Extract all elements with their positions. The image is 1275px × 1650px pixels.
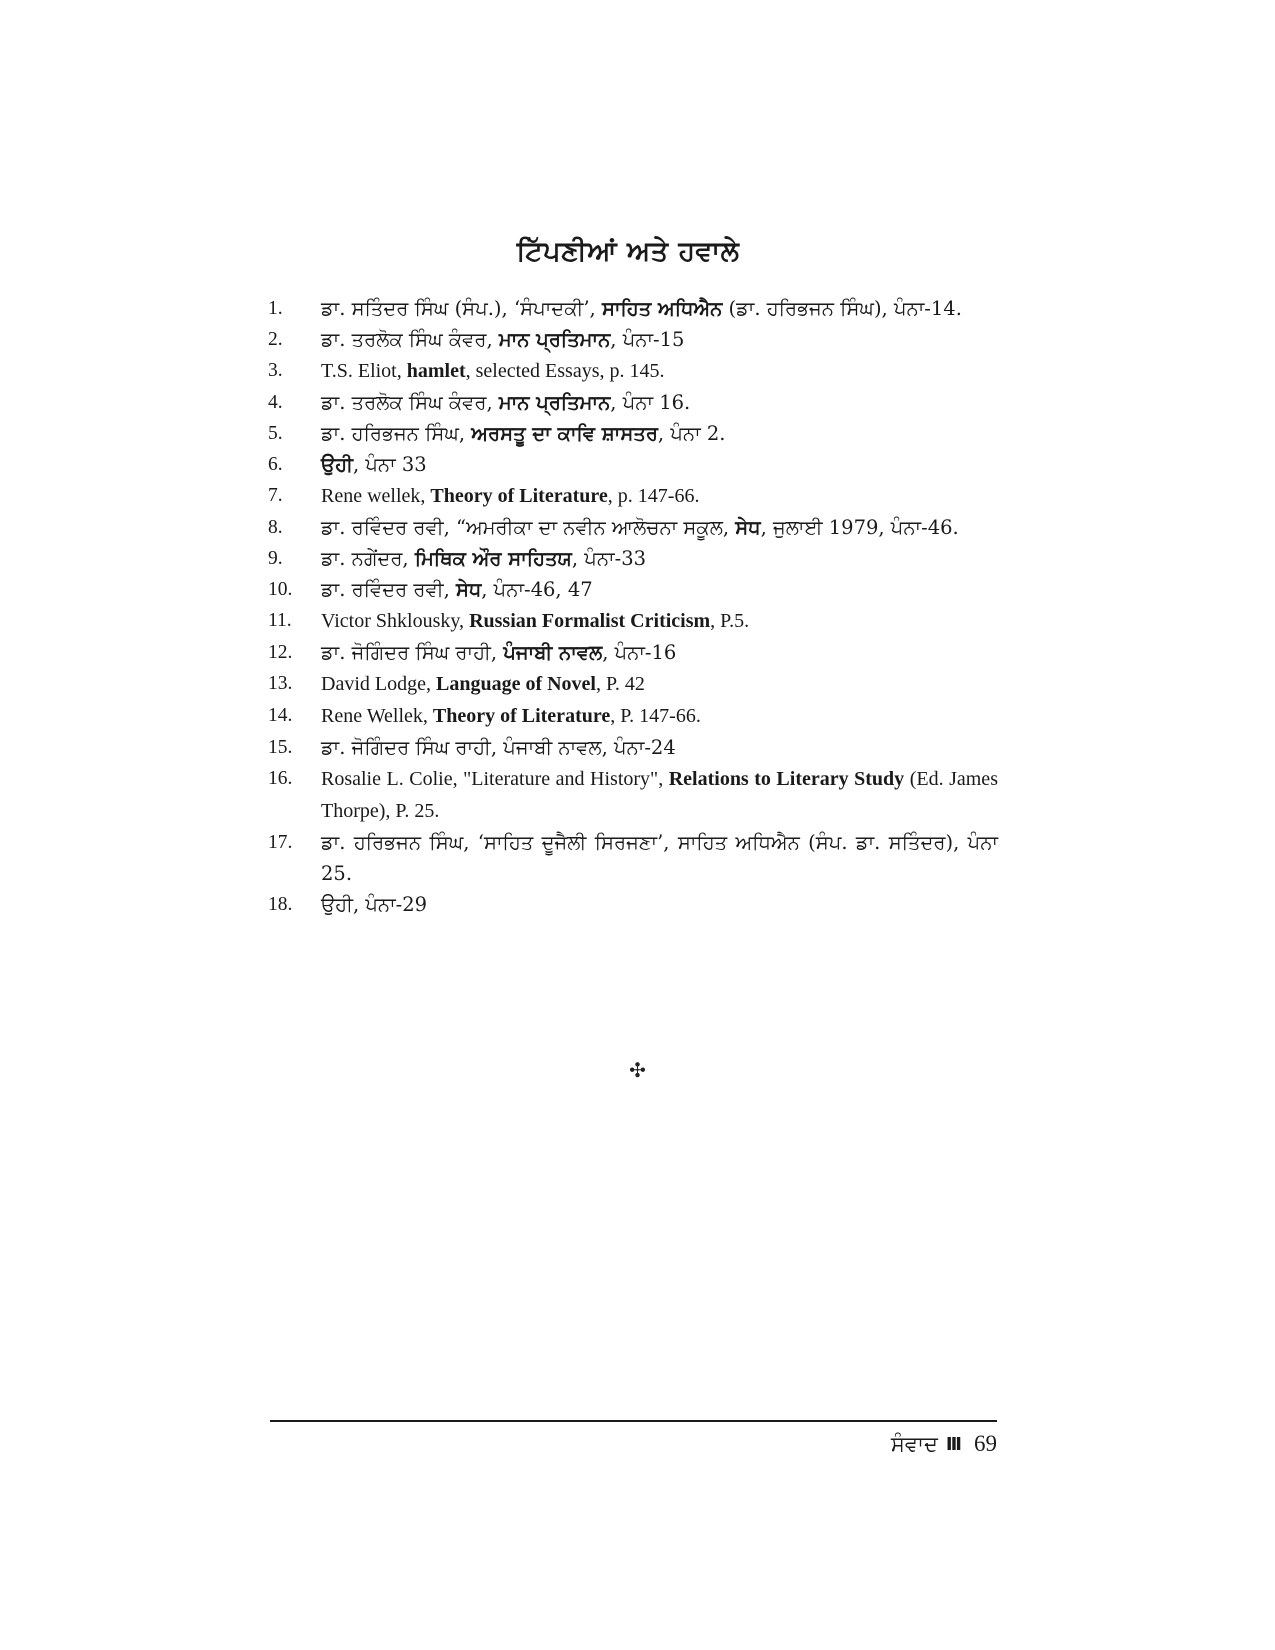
footer-rule <box>270 1420 997 1422</box>
note-segment: Rosalie L. Colie, "Literature and History", <box>321 768 669 790</box>
section-mark: III <box>945 1433 960 1455</box>
note-number: 4. <box>268 392 283 413</box>
note-title: ਪੰਜਾਬੀ ਨਾਵਲ <box>503 641 603 664</box>
note-text <box>321 512 998 543</box>
note-segment: ਡਾ. ਜੋਗਿੰਦਰ ਸਿੰਘ ਰਾਹੀ, <box>321 641 504 664</box>
note-text <box>321 668 998 700</box>
note-item <box>268 543 998 574</box>
note-title: ਅਰਸਤੂ ਦਾ ਕਾਵਿ ਸ਼ਾਸਤਰ <box>471 422 658 445</box>
note-title: Theory of Literature <box>430 485 608 507</box>
note-segment: , selected Essays, p. 145. <box>465 360 665 382</box>
note-segment: Victor Shklousky, <box>321 610 470 632</box>
note-item <box>268 889 998 920</box>
note-text <box>321 574 998 605</box>
note-text <box>321 827 998 889</box>
note-item <box>268 827 998 889</box>
note-title: Language of Novel <box>435 673 596 695</box>
note-text <box>321 293 998 324</box>
note-item <box>268 449 998 480</box>
note-item <box>268 324 998 355</box>
note-segment: ਡਾ. ਜੋਗਿੰਦਰ ਸਿੰਘ ਰਾਹੀ, ਪੰਜਾਬੀ ਨਾਵਲ, ਪੰਨਾ-24 <box>321 736 676 759</box>
note-item <box>268 668 998 700</box>
note-text <box>321 324 998 355</box>
note-segment: ਡਾ. ਰਵਿੰਦਰ ਰਵੀ, “ਅਮਰੀਕਾ ਦਾ ਨਵੀਨ ਆਲੋਚਨਾ ਸਕੂਲ, <box>321 516 736 539</box>
note-title: ਮਿਥਿਕ ਔਰ ਸਾਹਿਤਯ <box>414 547 572 570</box>
note-number: 14. <box>268 705 293 726</box>
note-segment: , p. 147-66. <box>607 485 700 507</box>
note-title: ਮਾਨ ਪ੍ਰਤਿਮਾਨ <box>498 328 611 351</box>
note-segment: David Lodge, <box>321 673 436 695</box>
note-number: 15. <box>268 737 293 758</box>
note-title: ਉਹੀ <box>321 453 353 476</box>
note-text <box>321 763 998 827</box>
note-number: 16. <box>268 768 293 789</box>
note-item <box>268 387 998 418</box>
note-segment: ਡਾ. ਤਰਲੋਕ ਸਿੰਘ ਕੰਵਰ, <box>321 328 499 351</box>
note-item <box>268 732 998 763</box>
note-segment: , ਪੰਨਾ 2. <box>657 422 726 445</box>
note-item <box>268 700 998 732</box>
note-text <box>321 732 998 763</box>
notes-list <box>268 293 998 920</box>
note-segment: (ਡਾ. ਹਰਿਭਜਨ ਸਿੰਘ), ਪੰਨਾ-14. <box>722 297 962 320</box>
note-text <box>321 418 998 449</box>
note-segment: ਡਾ. ਤਰਲੋਕ ਸਿੰਘ ਕੰਵਰ, <box>321 391 499 414</box>
note-segment: , P. 42 <box>595 673 645 695</box>
note-segment: , P.5. <box>710 610 750 632</box>
note-number: 9. <box>268 548 283 569</box>
note-text <box>321 637 998 668</box>
note-text <box>321 700 998 732</box>
note-item <box>268 637 998 668</box>
note-segment: ਡਾ. ਸਤਿੰਦਰ ਸਿੰਘ (ਸੰਪ.), ‘ਸੰਪਾਦਕੀ’, <box>321 297 602 320</box>
note-segment: ਡਾ. ਰਵਿੰਦਰ ਰਵੀ, <box>321 578 456 601</box>
note-text <box>321 543 998 574</box>
note-number: 1. <box>268 298 283 319</box>
page-footer <box>891 1431 997 1457</box>
note-text <box>321 605 998 637</box>
note-item <box>268 355 998 387</box>
note-segment: , ਪੰਨਾ 16. <box>610 391 691 414</box>
note-number: 5. <box>268 423 283 444</box>
note-segment: Rene wellek, <box>321 485 431 507</box>
note-item <box>268 605 998 637</box>
note-text <box>321 355 998 387</box>
note-segment: , P. 147-66. <box>610 705 701 727</box>
note-segment: , ਪੰਨਾ-16 <box>602 641 677 664</box>
note-item <box>268 293 998 324</box>
note-number: 6. <box>268 454 283 475</box>
note-item <box>268 480 998 512</box>
note-item <box>268 512 998 543</box>
note-title: hamlet <box>406 360 466 382</box>
note-title: Relations to Literary Study <box>668 768 905 790</box>
note-item <box>268 418 998 449</box>
note-title: ਸੇਧ <box>456 578 482 601</box>
note-segment: T.S. Eliot, <box>321 360 407 382</box>
journal-name: ਸੰਵਾਦ <box>890 1431 938 1456</box>
page-title: ਟਿੱਪਣੀਆਂ ਅਤੇ ਹਵਾਲੇ <box>516 236 740 267</box>
note-segment: , ਪੰਨਾ-46, 47 <box>481 578 593 601</box>
note-number: 7. <box>268 485 283 506</box>
note-number: 17. <box>268 832 293 853</box>
note-title: ਸੇਧ <box>735 516 761 539</box>
note-text <box>321 449 998 480</box>
note-number: 13. <box>268 673 293 694</box>
note-title: Theory of Literature <box>432 705 611 727</box>
page-number: 69 <box>974 1431 997 1456</box>
ornament-icon: ✣ <box>629 1058 646 1082</box>
note-segment: ਉਹੀ, ਪੰਨਾ-29 <box>321 893 428 916</box>
note-text <box>321 480 998 512</box>
note-segment: Rene Wellek, <box>321 705 433 727</box>
note-number: 18. <box>268 894 293 915</box>
note-segment: , ਪੰਨਾ 33 <box>352 453 427 476</box>
note-number: 3. <box>268 360 283 381</box>
note-segment: ਡਾ. ਹਰਿਭਜਨ ਸਿੰਘ, <box>321 422 472 445</box>
note-segment: ਡਾ. ਨਗੇਂਦਰ, <box>321 547 415 570</box>
note-segment: (Ed. James Thorpe), P. 25. <box>321 768 998 822</box>
note-number: 12. <box>268 642 293 663</box>
note-segment: , ਪੰਨਾ-33 <box>571 547 647 570</box>
note-text <box>321 889 998 920</box>
note-segment: , ਜੁਲਾਈ 1979, ਪੰਨਾ-46. <box>760 516 959 539</box>
note-title: Russian Formalist Criticism <box>469 610 711 632</box>
note-segment: , ਪੰਨਾ-15 <box>610 328 685 351</box>
note-number: 2. <box>268 329 283 350</box>
note-number: 11. <box>268 610 292 631</box>
note-text <box>321 387 998 418</box>
note-title: ਮਾਨ ਪ੍ਰਤਿਮਾਨ <box>498 391 611 414</box>
note-title: ਸਾਹਿਤ ਅਧਿਐਨ <box>601 297 723 320</box>
note-item <box>268 763 998 827</box>
note-segment: ਡਾ. ਹਰਿਭਜਨ ਸਿੰਘ, ‘ਸਾਹਿਤ ਦੂਜੈਲੀ ਸਿਰਜਣਾ’, ਸਾਹਿਤ ਅਧਿਐਨ (ਸੰਪ. ਡਾ. ਸਤਿੰਦਰ), ਪੰਨਾ 25. <box>321 831 998 885</box>
note-number: 8. <box>268 517 283 538</box>
note-number: 10. <box>268 579 293 600</box>
note-item <box>268 574 998 605</box>
